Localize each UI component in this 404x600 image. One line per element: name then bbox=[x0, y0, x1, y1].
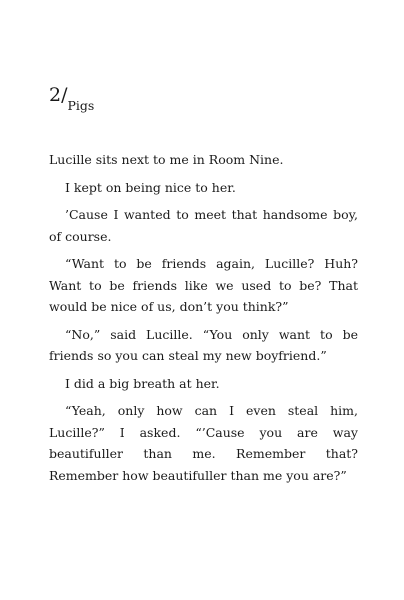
body-text bbox=[49, 149, 358, 486]
paragraph: “No,” said Lucille. “You only want to be friends so you can steal my new boyfriend.” bbox=[49, 326, 358, 363]
chapter-number: 2 bbox=[49, 84, 62, 106]
paragraph: “Want to be friends again, Lucille? Huh? Want to be friends like we used to be? That would be nice of us, don’t you think?” bbox=[49, 256, 358, 314]
chapter-separator: / bbox=[61, 84, 68, 106]
paragraph: “Yeah, only how can I even steal him, Lucille?” I asked. “’Cause you are way beautifuller than me. Remember that? Remember how beautifuller than me you are?” bbox=[49, 403, 358, 483]
paragraph: I kept on being nice to her. bbox=[65, 179, 236, 195]
paragraph: ’Cause I wanted to meet that handsome boy, of course. bbox=[49, 207, 358, 244]
chapter-heading bbox=[49, 84, 95, 113]
chapter-title: Pigs bbox=[67, 98, 95, 113]
paragraph: I did a big breath at her. bbox=[65, 375, 220, 391]
paragraph: Lucille sits next to me in Room Nine. bbox=[49, 152, 284, 167]
